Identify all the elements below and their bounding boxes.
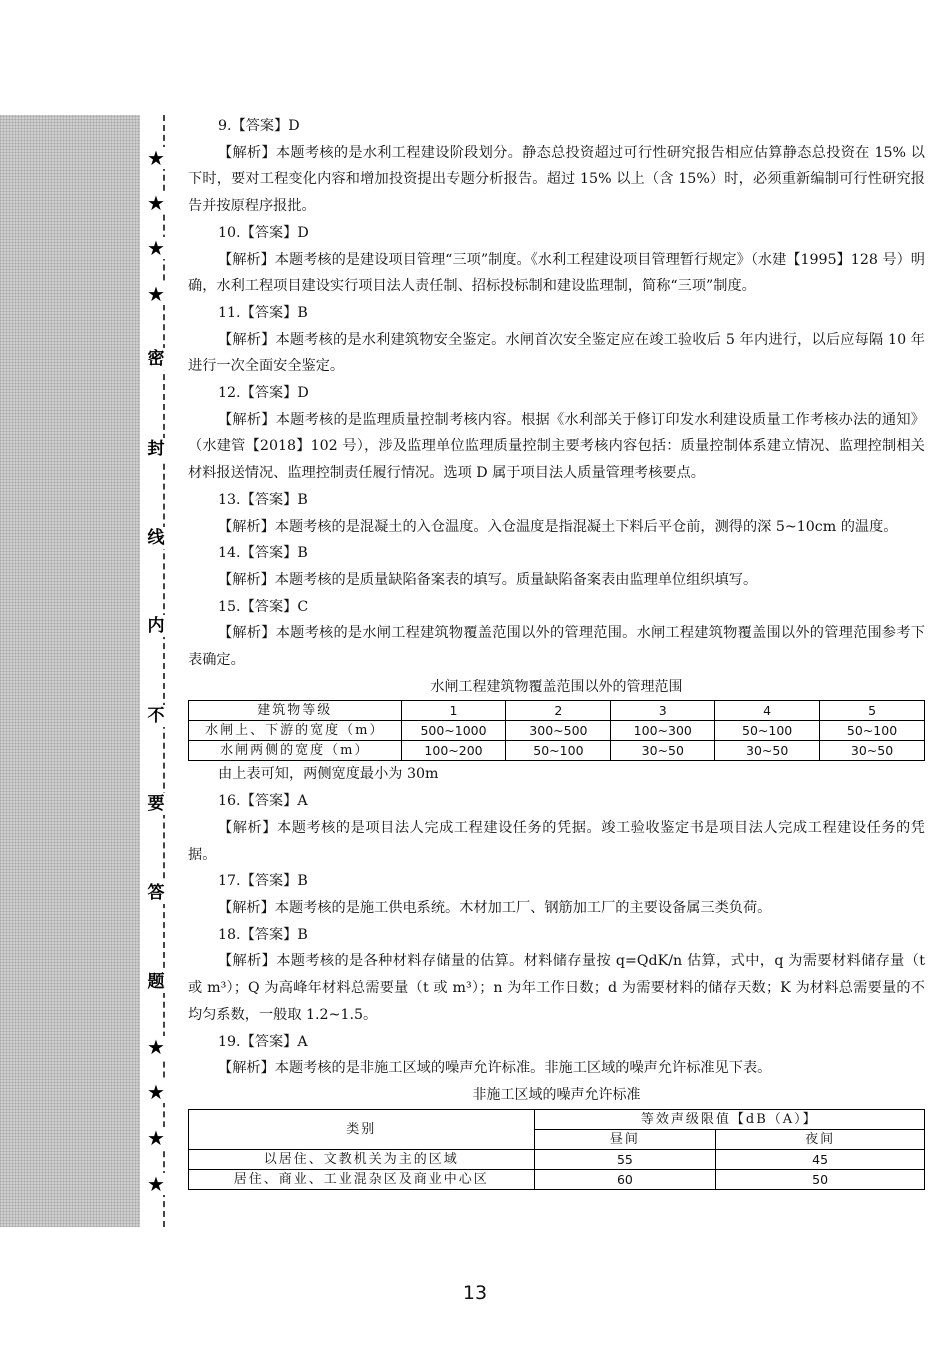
table-cell: 夜间 <box>716 1129 925 1149</box>
answer-line: 15.【答案】C <box>218 598 309 615</box>
table-cell: 5 <box>820 701 925 721</box>
analysis-paragraph: 【解析】本题考核的是监理质量控制考核内容。根据《水利部关于修订印发水利建设质量工作考核办法的通知》（水建管【2018】102 号），涉及监理单位监理质量控制主要考核内容包括：质量控制体系建立情况、监理控制相关材料报送情况、监理控制责任履行情况。选项 D 属于项目法人质量管理考核要点。 <box>188 411 925 482</box>
table-header-row <box>189 1109 925 1129</box>
table-cell: 2 <box>506 701 611 721</box>
answer-line: 19.【答案】A <box>218 1033 308 1050</box>
management-range-table <box>188 700 925 761</box>
table-cell: 30~50 <box>820 741 925 761</box>
answer-line: 18.【答案】B <box>218 926 308 943</box>
binding-margin-strip <box>0 115 140 1227</box>
table-cell: 水闸上、下游的宽度（m） <box>189 721 402 741</box>
table-cell: 100~200 <box>401 741 506 761</box>
star-icon: ★ <box>140 1036 172 1058</box>
table-cell: 300~500 <box>506 721 611 741</box>
table-cell: 50~100 <box>820 721 925 741</box>
table-cell: 55 <box>534 1149 716 1169</box>
analysis-paragraph: 【解析】本题考核的是各种材料存储量的估算。材料储存量按 q=QdK/n 估算，式中，q 为需要材料储存量（t 或 m³）；Q 为高峰年材料总需要量（t 或 m³）；n 为年工作日数；d 为需要材料的储存天数；K 为材料总需要量的不均匀系数，一般取 1.2~1.5。 <box>188 953 925 1023</box>
table-cell: 水闸两侧的宽度（m） <box>189 741 402 761</box>
table-cell: 50~100 <box>715 721 820 741</box>
table-cell: 居住、商业、工业混杂区及商业中心区 <box>189 1169 535 1189</box>
seal-char: 线 <box>140 527 172 549</box>
analysis-paragraph: 【解析】本题考核的是项目法人完成工程建设任务的凭据。竣工验收鉴定书是项目法人完成工程建设任务的凭据。 <box>188 819 925 863</box>
seal-line-markers <box>140 115 172 1227</box>
table-cell: 3 <box>611 701 715 721</box>
table-cell: 60 <box>534 1169 716 1189</box>
star-icon: ★ <box>140 192 172 214</box>
star-icon: ★ <box>140 237 172 259</box>
table-cell: 100~300 <box>611 721 715 741</box>
seal-char: 不 <box>140 705 172 727</box>
table-cell: 4 <box>715 701 820 721</box>
table-note: 由上表可知，两侧宽度最小为 30m <box>218 766 439 783</box>
seal-char: 要 <box>140 793 172 815</box>
answer-content <box>188 113 925 1190</box>
answer-line: 14.【答案】B <box>218 545 308 562</box>
seal-char: 封 <box>140 438 172 460</box>
table-cell: 等效声级限值【dB（A）】 <box>534 1109 924 1129</box>
star-icon: ★ <box>140 1173 172 1195</box>
table-cell: 50 <box>716 1169 925 1189</box>
table-cell: 以居住、文教机关为主的区域 <box>189 1149 535 1169</box>
table-caption: 非施工区域的噪声允许标准 <box>472 1086 641 1103</box>
star-icon: ★ <box>140 147 172 169</box>
table-row <box>189 1169 925 1189</box>
seal-char: 题 <box>140 971 172 993</box>
table-row <box>189 741 925 761</box>
table-cell: 45 <box>716 1149 925 1169</box>
table-cell: 昼间 <box>534 1129 716 1149</box>
seal-char: 答 <box>140 882 172 904</box>
answer-line: 10.【答案】D <box>218 224 309 241</box>
seal-char: 内 <box>140 615 172 637</box>
table-cell: 500~1000 <box>401 721 506 741</box>
noise-standard-table <box>188 1109 925 1190</box>
analysis-paragraph: 【解析】本题考核的是施工供电系统。木材加工厂、钢筋加工厂的主要设备属三类负荷。 <box>218 899 772 916</box>
answer-line: 9.【答案】D <box>218 118 300 134</box>
analysis-paragraph: 【解析】本题考核的是非施工区域的噪声允许标准。非施工区域的噪声允许标准见下表。 <box>218 1060 772 1077</box>
answer-line: 16.【答案】A <box>218 793 308 810</box>
analysis-paragraph: 【解析】本题考核的是水利工程建设阶段划分。静态总投资超过可行性研究报告相应估算静态总投资在 15% 以下时，要对工程变化内容和增加投资提出专题分析报告。超过 15% 以上（含 15%）时，必须重新编制可行性研究报告并按原程序报批。 <box>188 144 925 215</box>
analysis-paragraph: 【解析】本题考核的是水利建筑物安全鉴定。水闸首次安全鉴定应在竣工验收后 5 年内进行，以后应每隔 10 年进行一次全面安全鉴定。 <box>188 331 925 375</box>
analysis-paragraph: 【解析】本题考核的是建设项目管理“三项”制度。《水利工程建设项目管理暂行规定》（水建【1995】128 号）明确，水利工程项目建设实行项目法人责任制、招标投标制和建设监理制，简称“三项”制度。 <box>188 251 925 295</box>
star-icon: ★ <box>140 1081 172 1103</box>
answer-line: 11.【答案】B <box>218 304 308 321</box>
table-row <box>189 721 925 741</box>
star-icon: ★ <box>140 1127 172 1149</box>
table-header-row <box>189 701 925 721</box>
analysis-paragraph: 【解析】本题考核的是混凝土的入仓温度。入仓温度是指混凝土下料后平仓前，测得的深 5~10cm 的温度。 <box>218 518 898 535</box>
page-number: 13 <box>462 1282 488 1304</box>
answer-line: 17.【答案】B <box>218 873 308 890</box>
table-cell: 30~50 <box>611 741 715 761</box>
answer-line: 13.【答案】B <box>218 491 308 508</box>
table-cell: 50~100 <box>506 741 611 761</box>
answer-line: 12.【答案】D <box>218 385 309 402</box>
table-cell: 30~50 <box>715 741 820 761</box>
table-cell: 1 <box>401 701 506 721</box>
table-cell: 建筑物等级 <box>189 701 402 721</box>
table-cell: 类别 <box>189 1109 535 1149</box>
table-caption: 水闸工程建筑物覆盖范围以外的管理范围 <box>430 678 683 695</box>
seal-char: 密 <box>140 348 172 370</box>
star-icon: ★ <box>140 283 172 305</box>
analysis-paragraph: 【解析】本题考核的是水闸工程建筑物覆盖范围以外的管理范围。水闸工程建筑物覆盖围以外的管理范围参考下表确定。 <box>188 625 925 669</box>
analysis-paragraph: 【解析】本题考核的是质量缺陷备案表的填写。质量缺陷备案表由监理单位组织填写。 <box>218 571 758 588</box>
table-row <box>189 1149 925 1169</box>
